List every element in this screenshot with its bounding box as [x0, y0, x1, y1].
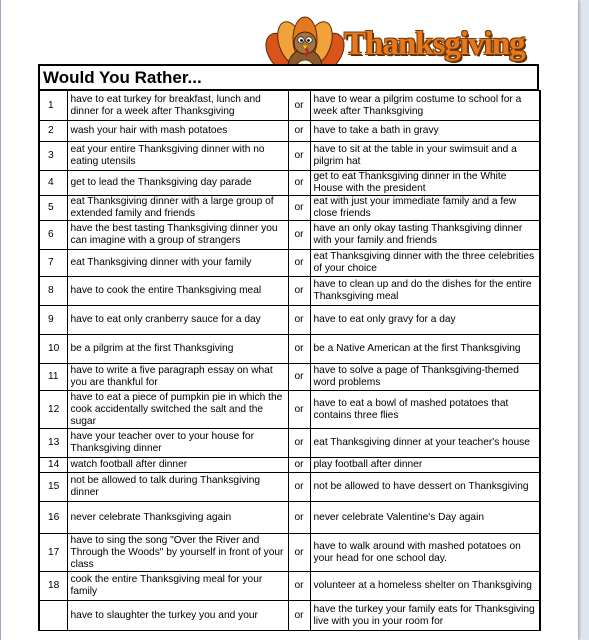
table-row: [39, 335, 540, 364]
option-b: have to solve a page of Thanksgiving-themed word problems: [310, 364, 540, 391]
option-a: have the best tasting Thanksgiving dinner you can imagine with a group of strangers: [67, 221, 288, 250]
or-label: or: [288, 335, 310, 364]
row-number: 6: [39, 221, 67, 250]
option-a: have to cook the entire Thanksgiving meal: [67, 277, 288, 306]
option-b: eat with just your immediate family and a few close friends: [310, 196, 540, 221]
row-number: 5: [39, 196, 67, 221]
option-a: get to lead the Thanksgiving day parade: [67, 171, 288, 196]
row-number: 13: [39, 429, 67, 458]
option-a: never celebrate Thanksgiving again: [67, 502, 288, 534]
option-a: wash your hair with mash potatoes: [67, 121, 288, 142]
or-label: or: [288, 221, 310, 250]
option-b: have to wear a pilgrim costume to school for a week after Thanksgiving: [310, 91, 540, 121]
row-number: 8: [39, 277, 67, 306]
option-b: have to sit at the table in your swimsuit and a pilgrim hat: [310, 142, 540, 171]
table-row: [39, 250, 540, 277]
or-label: or: [288, 306, 310, 335]
table-row: [39, 458, 540, 473]
or-label: or: [288, 364, 310, 391]
option-a: have to eat a piece of pumpkin pie in which the cook accidentally switched the salt and the sugar: [67, 391, 288, 429]
table-row: [39, 364, 540, 391]
row-number: 12: [39, 391, 67, 429]
option-b: eat Thanksgiving dinner at your teacher's house: [310, 429, 540, 458]
option-a: eat your entire Thanksgiving dinner with no eating utensils: [67, 142, 288, 171]
table-row: [39, 534, 540, 572]
table-row: [39, 306, 540, 335]
row-number: 7: [39, 250, 67, 277]
or-label: or: [288, 196, 310, 221]
option-b: have to eat only gravy for a day: [310, 306, 540, 335]
row-number: 4: [39, 171, 67, 196]
option-b: have an only okay tasting Thanksgiving dinner with your family and friends: [310, 221, 540, 250]
option-b: not be allowed to have dessert on Thanksgiving: [310, 473, 540, 502]
table-row: [39, 196, 540, 221]
option-a: be a pilgrim at the first Thanksgiving: [67, 335, 288, 364]
table-row: [39, 91, 540, 121]
option-b: have to take a bath in gravy: [310, 121, 540, 142]
option-a: have to slaughter the turkey you and your: [67, 601, 288, 631]
option-b: eat Thanksgiving dinner with the three celebrities of your choice: [310, 250, 540, 277]
or-label: or: [288, 171, 310, 196]
worksheet-title-box: [38, 64, 539, 90]
or-label: or: [288, 277, 310, 306]
table-row: [39, 391, 540, 429]
option-b: have to clean up and do the dishes for the entire Thanksgiving meal: [310, 277, 540, 306]
row-number: 18: [39, 572, 67, 601]
or-label: or: [288, 121, 310, 142]
or-label: or: [288, 572, 310, 601]
option-b: have the turkey your family eats for Thanksgiving live with you in your room for: [310, 601, 540, 631]
or-label: or: [288, 429, 310, 458]
option-a: not be allowed to talk during Thanksgiving dinner: [67, 473, 288, 502]
table-row: [39, 572, 540, 601]
table-row: [39, 601, 540, 631]
option-a: cook the entire Thanksgiving meal for your family: [67, 572, 288, 601]
table-body: [39, 91, 540, 631]
option-b: volunteer at a homeless shelter on Thanksgiving: [310, 572, 540, 601]
worksheet-title: Would You Rather...: [43, 68, 202, 87]
option-a: have your teacher over to your house for Thanksgiving dinner: [67, 429, 288, 458]
option-b: get to eat Thanksgiving dinner in the White House with the president: [310, 171, 540, 196]
row-number: 2: [39, 121, 67, 142]
option-a: have to sing the song "Over the River and Through the Woods" by yourself in front of your class: [67, 534, 288, 572]
option-b: never celebrate Valentine's Day again: [310, 502, 540, 534]
row-number: 1: [39, 91, 67, 121]
or-label: or: [288, 458, 310, 473]
option-b: have to eat a bowl of mashed potatoes that contains three flies: [310, 391, 540, 429]
row-number: 16: [39, 502, 67, 534]
table-row: [39, 171, 540, 196]
table-row: [39, 121, 540, 142]
or-label: or: [288, 502, 310, 534]
or-label: or: [288, 91, 310, 121]
option-b: play football after dinner: [310, 458, 540, 473]
option-a: eat Thanksgiving dinner with a large group of extended family and friends: [67, 196, 288, 221]
option-a: eat Thanksgiving dinner with your family: [67, 250, 288, 277]
or-label: or: [288, 250, 310, 277]
row-number: 14: [39, 458, 67, 473]
row-number: 11: [39, 364, 67, 391]
would-you-rather-table: [38, 90, 541, 631]
option-b: be a Native American at the first Thanksgiving: [310, 335, 540, 364]
option-a: have to eat turkey for breakfast, lunch and dinner for a week after Thanksgiving: [67, 91, 288, 121]
table-row: [39, 142, 540, 171]
option-a: have to eat only cranberry sauce for a day: [67, 306, 288, 335]
row-number: 9: [39, 306, 67, 335]
or-label: or: [288, 142, 310, 171]
row-number: 3: [39, 142, 67, 171]
option-a: watch football after dinner: [67, 458, 288, 473]
table-row: [39, 473, 540, 502]
or-label: or: [288, 601, 310, 631]
table-row: [39, 429, 540, 458]
row-number: 10: [39, 335, 67, 364]
row-number: [39, 601, 67, 631]
row-number: 15: [39, 473, 67, 502]
brand-title: Thanksgiving: [344, 26, 525, 62]
table-row: [39, 502, 540, 534]
or-label: or: [288, 391, 310, 429]
table-row: [39, 277, 540, 306]
option-a: have to write a five paragraph essay on what you are thankful for: [67, 364, 288, 391]
or-label: or: [288, 534, 310, 572]
row-number: 17: [39, 534, 67, 572]
option-b: have to walk around with mashed potatoes on your head for one school day.: [310, 534, 540, 572]
or-label: or: [288, 473, 310, 502]
table-row: [39, 221, 540, 250]
